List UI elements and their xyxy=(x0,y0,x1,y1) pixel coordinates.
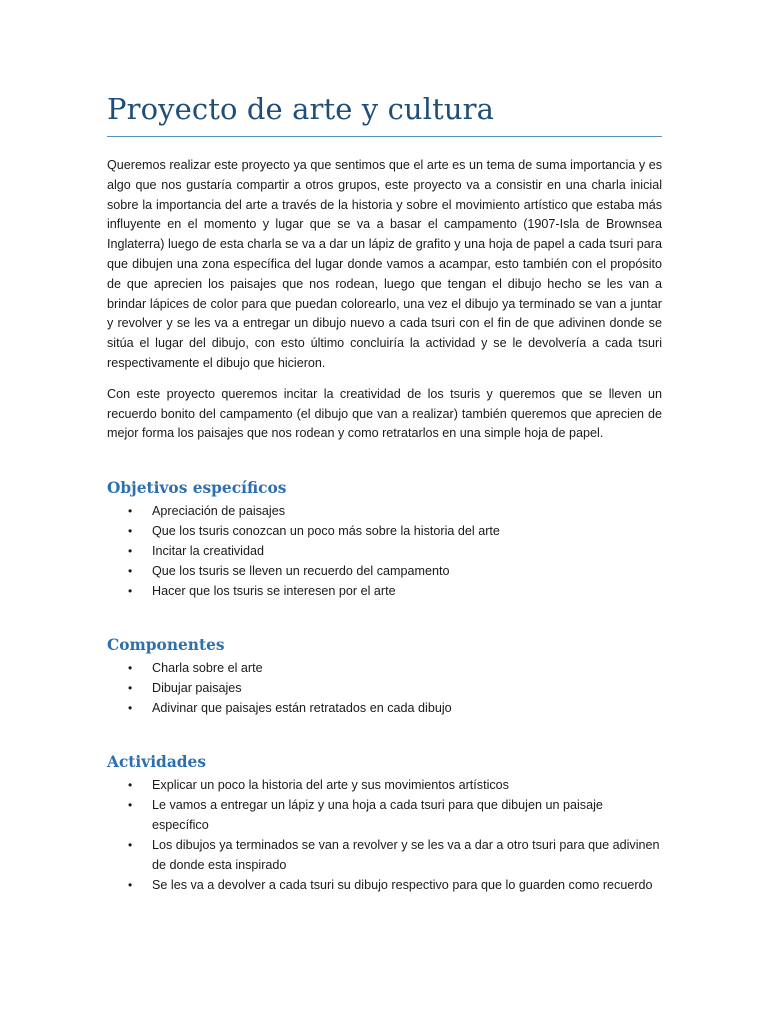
list-item xyxy=(107,678,662,698)
section-heading-objetivos: Objetivos específicos xyxy=(107,479,287,498)
list-item xyxy=(107,501,662,521)
section-heading-actividades: Actividades xyxy=(107,753,207,772)
list-item xyxy=(107,875,662,895)
list-item xyxy=(107,795,662,835)
bullet-icon: • xyxy=(128,681,133,696)
bullet-icon: • xyxy=(128,544,133,559)
bullet-icon: • xyxy=(128,838,133,853)
bullet-icon: • xyxy=(128,778,133,793)
intro-paragraph: Queremos realizar este proyecto ya que sentimos que el arte es un tema de suma importancia y es algo que nos gustaría compartir a otros grupos, este proyecto va a consistir en una charla inicial sobre la importancia del arte a través de la historia y sobre el movimiento artístico que estaba más influyente en el momento y lugar que se va a basar el campamento (1907-Isla de Brownsea Inglaterra) luego de esta charla se va a dar un lápiz de grafito y una hoja de papel a cada tsuri para que dibujen una zona específica del lugar donde vamos a acampar, esto también con el propósito de que aprecien los paisajes que nos rodean, luego que tengan el dibujo hecho se les van a brindar lápices de color para que puedan colorearlo, una vez el dibujo ya terminado se van a juntar y revolver y se les va a entregar un dibujo nuevo a cada tsuri con el fin de que adivinen donde se sitúa el lugar del dibujo, con esto último concluiría la actividad y se le devolvería a cada tsuri respectivamente el dibujo que hicieron. xyxy=(107,158,662,370)
bullet-icon: • xyxy=(128,564,133,579)
list-item xyxy=(107,698,662,718)
list-item xyxy=(107,581,662,601)
list-item xyxy=(107,561,662,581)
list-item-text: Los dibujos ya terminados se van a revolver y se les va a dar a otro tsuri para que adivinen de donde esta inspirado xyxy=(152,838,660,873)
list-item xyxy=(107,835,662,875)
document-body xyxy=(107,156,662,895)
bullet-icon: • xyxy=(128,661,133,676)
bullet-icon: • xyxy=(128,701,133,716)
list-item xyxy=(107,521,662,541)
bullet-icon: • xyxy=(128,798,133,813)
title-underline xyxy=(107,136,662,137)
list-item-text: Hacer que los tsuris se interesen por el arte xyxy=(152,584,396,599)
purpose-paragraph: Con este proyecto queremos incitar la creatividad de los tsuris y queremos que se lleven un recuerdo bonito del campamento (el dibujo que van a realizar) también queremos que aprecien de mejor forma los paisajes que nos rodean y como retratarlos en una simple hoja de papel. xyxy=(107,386,662,441)
section-heading-componentes: Componentes xyxy=(107,636,225,655)
list-item-text: Charla sobre el arte xyxy=(152,661,263,676)
bullet-icon: • xyxy=(128,504,133,519)
objetivos-list xyxy=(107,501,662,601)
list-item-text: Que los tsuris conozcan un poco más sobre la historia del arte xyxy=(152,524,500,539)
list-item xyxy=(107,658,662,678)
actividades-list xyxy=(107,775,662,895)
list-item-text: Que los tsuris se lleven un recuerdo del campamento xyxy=(152,564,450,579)
bullet-icon: • xyxy=(128,524,133,539)
document-title: Proyecto de arte y cultura xyxy=(107,92,494,126)
list-item-text: Apreciación de paisajes xyxy=(152,504,286,519)
list-item-text: Explicar un poco la historia del arte y sus movimientos artísticos xyxy=(152,778,509,793)
list-item-text: Se les va a devolver a cada tsuri su dibujo respectivo para que lo guarden como recuerdo xyxy=(152,878,653,893)
bullet-icon: • xyxy=(128,584,133,599)
list-item-text: Adivinar que paisajes están retratados en cada dibujo xyxy=(152,701,452,716)
componentes-list xyxy=(107,658,662,718)
list-item xyxy=(107,541,662,561)
list-item-text: Le vamos a entregar un lápiz y una hoja a cada tsuri para que dibujen un paisaje específico xyxy=(152,798,603,833)
list-item xyxy=(107,775,662,795)
bullet-icon: • xyxy=(128,878,133,893)
list-item-text: Dibujar paisajes xyxy=(152,681,242,696)
list-item-text: Incitar la creatividad xyxy=(152,544,264,559)
